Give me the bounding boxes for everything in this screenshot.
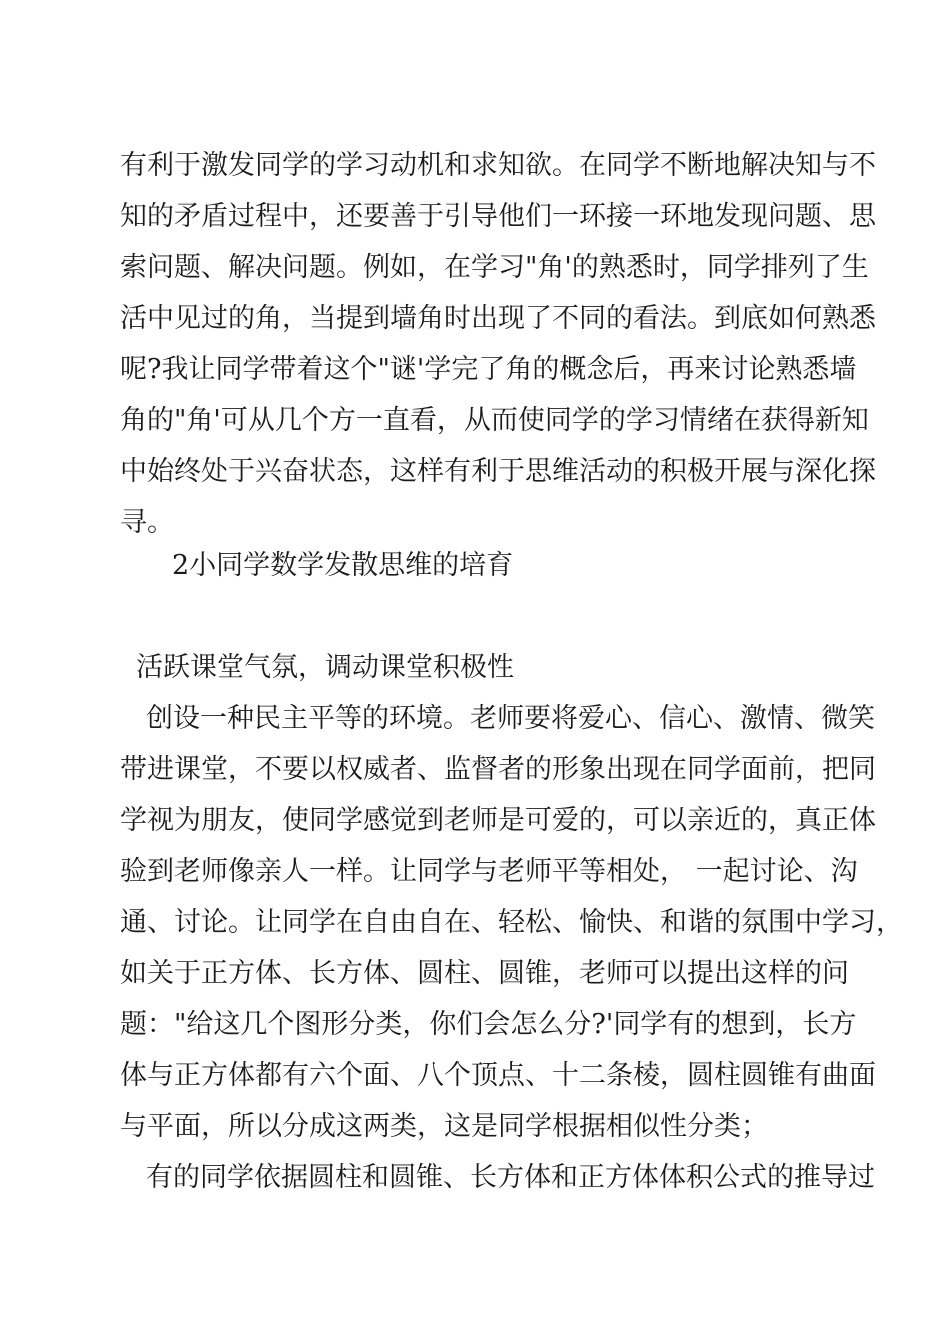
body-text-line: 与平面，所以分成这两类，这是同学根据相似性分类；: [120, 1111, 768, 1142]
body-text-line: 体与正方体都有六个面、八个顶点、十二条棱，圆柱圆锥有曲面: [120, 1060, 876, 1091]
body-text-line: 创设一种民主平等的环境。老师要将爱心、信心、激情、微笑: [146, 703, 875, 734]
body-text-line: 有利于激发同学的学习动机和求知欲。在同学不断地解决知与不: [120, 150, 876, 181]
body-text-line: 寻。: [120, 507, 174, 538]
body-text-line: 中始终处于兴奋状态，这样有利于思维活动的积极开展与深化探: [120, 456, 876, 487]
body-text-line: 呢?我让同学带着这个"谜'学完了角的概念后，再来讨论熟悉墙: [120, 354, 857, 385]
body-text-line: 角的"角'可从几个方一直看，从而使同学的学习情绪在获得新知: [120, 405, 869, 436]
section-heading: 2小同学数学发散思维的培育: [172, 550, 514, 581]
body-text-line: 活中见过的角，当提到墙角时出现了不同的看法。到底如何熟悉: [120, 303, 876, 334]
body-text-line: 带进课堂，不要以权威者、监督者的形象出现在同学面前，把同: [120, 754, 876, 785]
body-text-line: 学视为朋友，使同学感觉到老师是可爱的，可以亲近的，真正体: [120, 805, 876, 836]
body-text-line: 有的同学依据圆柱和圆锥、长方体和正方体体积公式的推导过: [146, 1162, 875, 1193]
body-text-line: 通、讨论。让同学在自由自在、轻松、愉快、和谐的氛围中学习，: [120, 907, 903, 938]
body-text-line: 题："给这几个图形分类，你们会怎么分?'同学有的想到，长方: [120, 1009, 857, 1040]
body-text-line: 知的矛盾过程中，还要善于引导他们一环接一环地发现问题、思: [120, 201, 876, 232]
subheading: 活跃课堂气氛，调动课堂积极性: [136, 652, 514, 683]
body-text-line: 如关于正方体、长方体、圆柱、圆锥，老师可以提出这样的问: [120, 958, 849, 989]
body-text-line: 索问题、解决问题。例如，在学习"角'的熟悉时，同学排列了生: [120, 252, 869, 283]
body-text-line: 验到老师像亲人一样。让同学与老师平等相处， 一起讨论、沟: [120, 856, 858, 887]
